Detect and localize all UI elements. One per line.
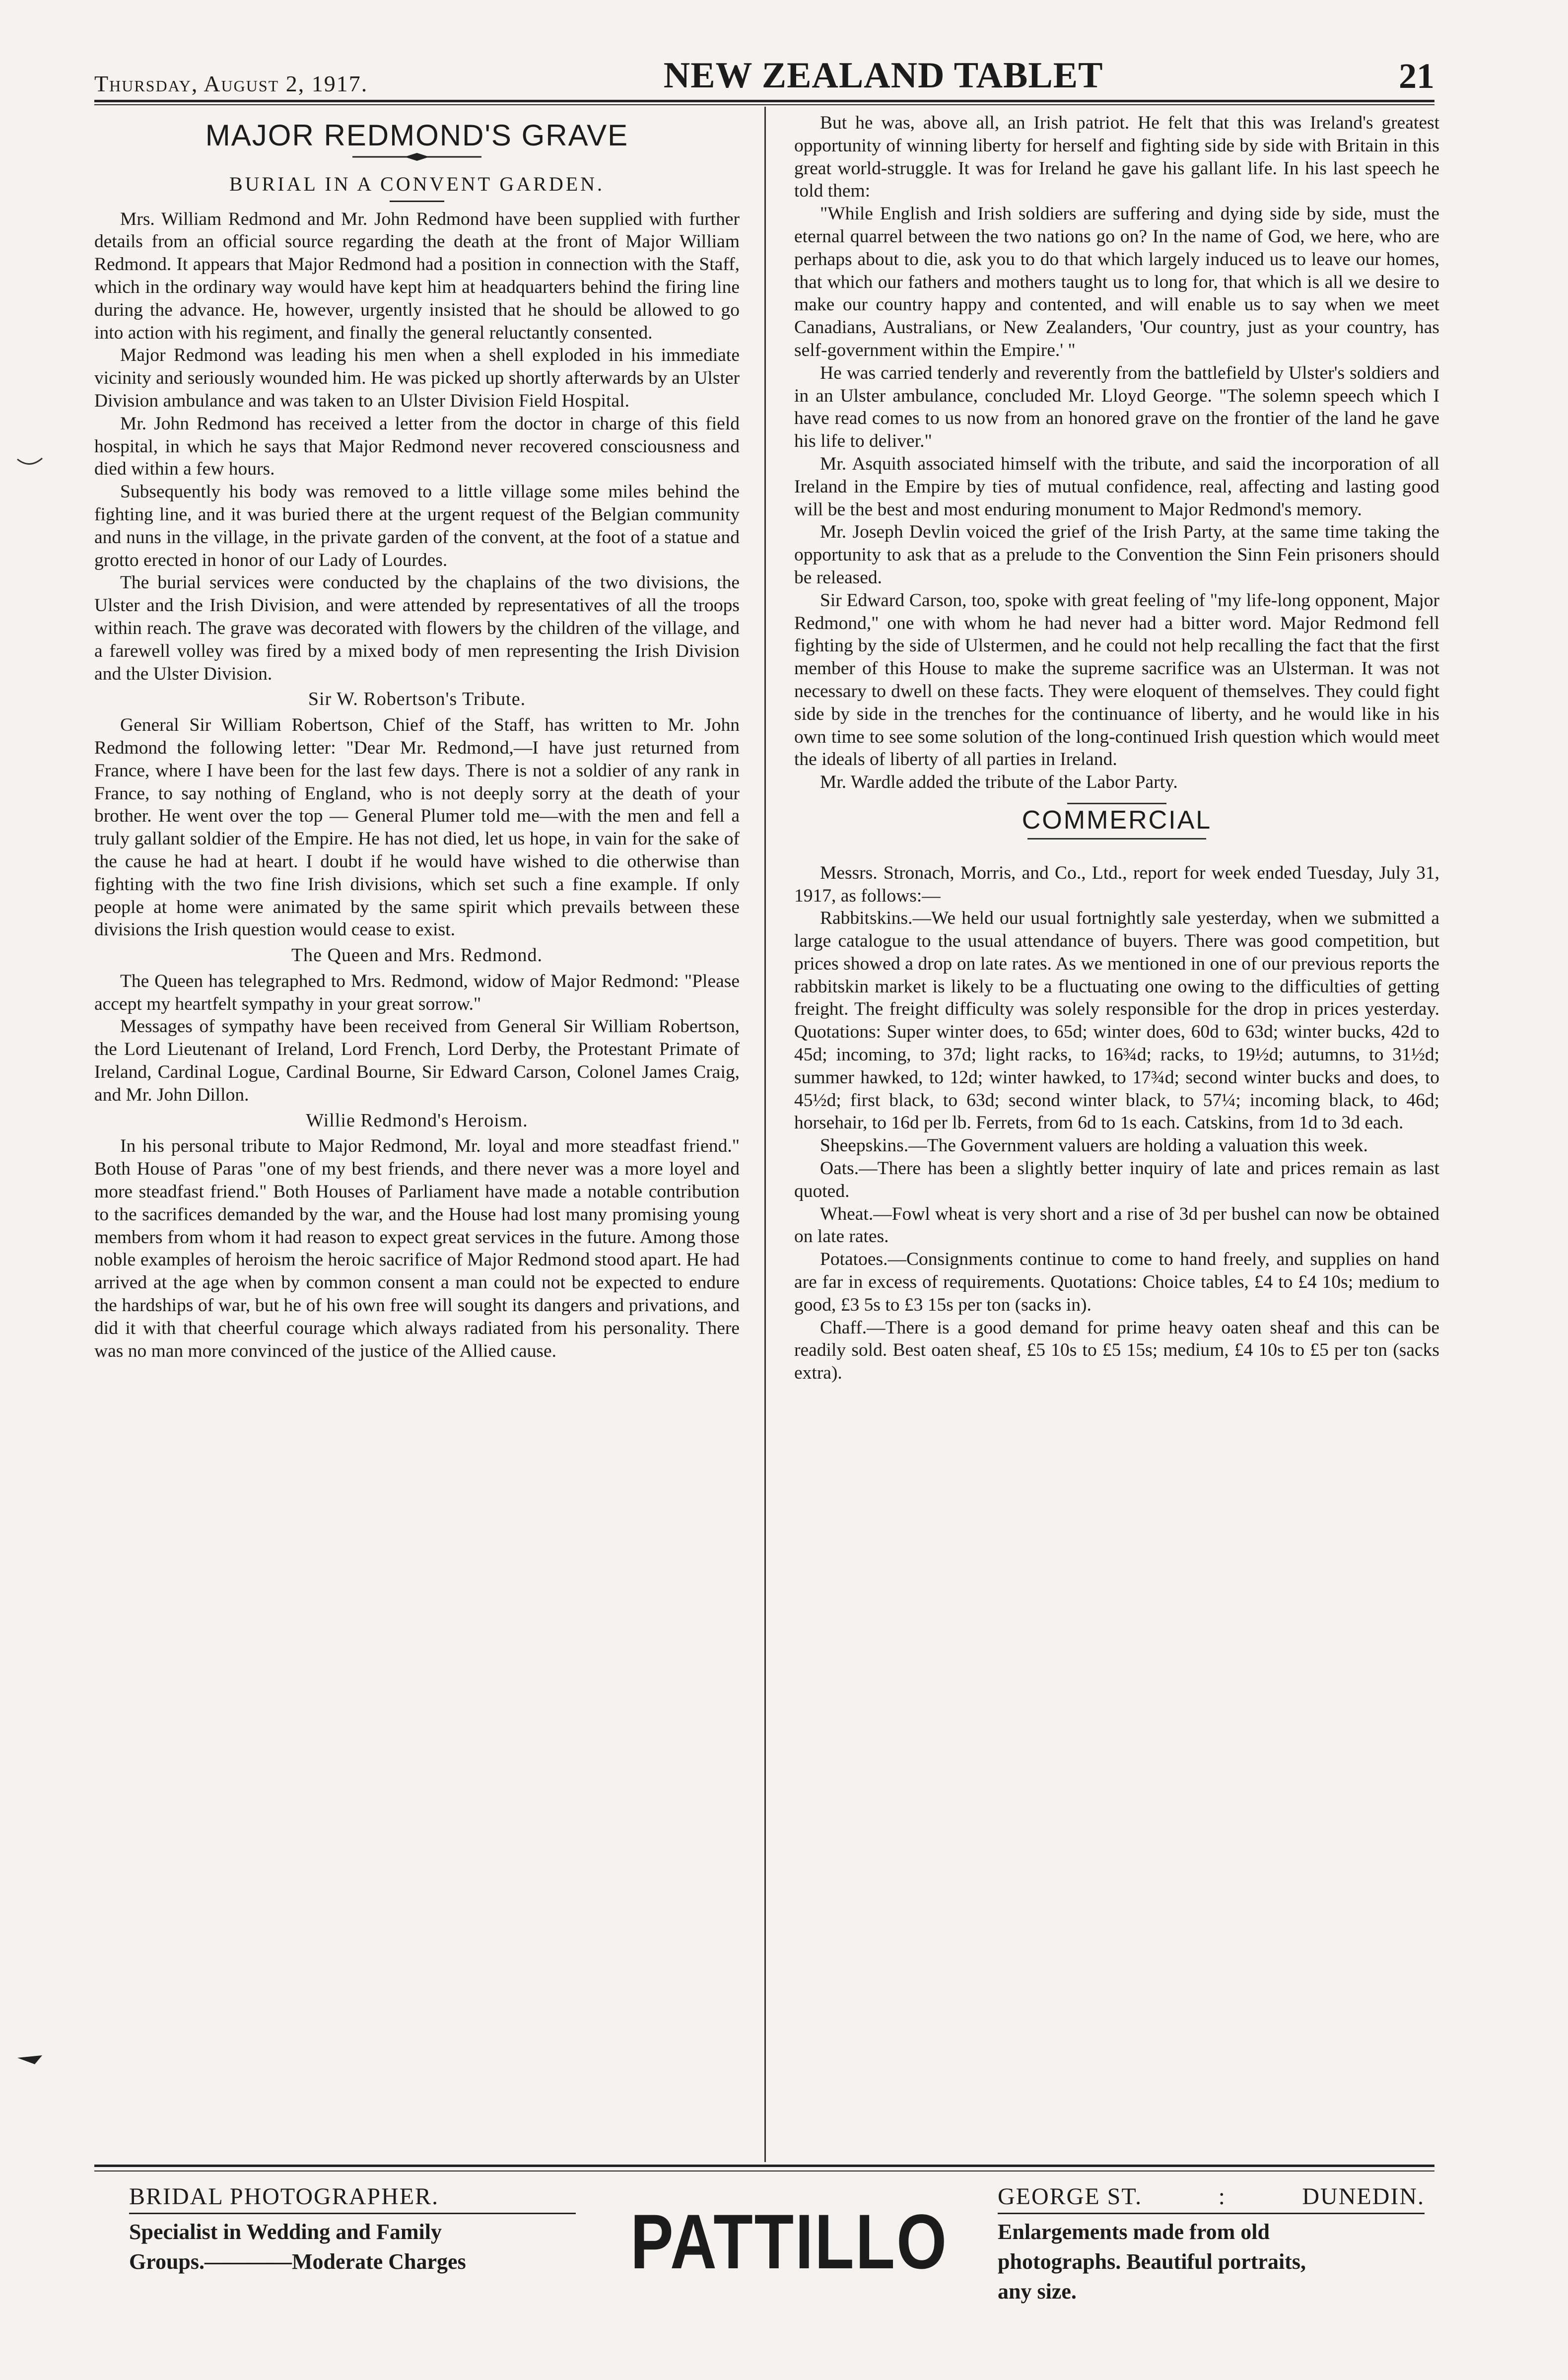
paragraph: Rabbitskins.—We held our usual fortnightly sale yesterday, when we submitted a large catalogue to the usual attendance of buyers. There was good competition, but prices showed a drop on late rates. As we mentioned in one of our previous reports the rabbitskin market is likely to be a fluctuating one owing to the difficulties of getting freight. The freight difficulty was solely responsible for the drop in prices yesterday. Quotations: Super winter does, to 65d; winter does, 60d to 63d; winter bucks, 42d to 45d; incoming, to 37d; light racks, to 16¾d; racks, to 19½d; autumns, to 31½d; summer hawked, to 12d; winter hawked, to 17¾d; second winter bucks and does, to 45½d; first black, to 63d; second winter black, to 57¼; incoming black, to 46d; horsehair, to 16d per lb. Ferrets, from 6d to 1s each. Catskins, from 1d to 3d each. xyxy=(794,908,1439,1133)
paragraph: Wheat.—Fowl wheat is very short and a rise of 3d per bushel can now be obtained on late rates. xyxy=(794,1203,1439,1247)
paragraph: Major Redmond was leading his men when a shell exploded in his immediate vicinity and seriously wounded him. He was picked up shortly afterwards by an Ulster Division ambulance and was taken to an Ulster Division Field Hospital. xyxy=(94,345,740,411)
paragraph: Oats.—There has been a slightly better inquiry of late and prices remain as last quoted. xyxy=(794,1158,1439,1201)
paragraph: Subsequently his body was removed to a little village some miles behind the fighting line, and it was buried there at the urgent request of the Belgian community and nuns in the village, in the private garden of the convent, at the foot of a statue and grotto erected in honor of our Lady of Lourdes. xyxy=(94,482,740,570)
divider xyxy=(390,201,444,202)
paragraph: Sheepskins.—The Government valuers are holding a valuation this week. xyxy=(820,1135,1368,1156)
ad-text: photographs. Beautiful portraits, xyxy=(998,2249,1306,2274)
ad-city: DUNEDIN. xyxy=(1302,2183,1425,2210)
issue-date: Thursday, August 2, 1917. xyxy=(94,71,368,96)
ad-street: GEORGE ST. xyxy=(998,2183,1143,2210)
paragraph: The Queen has telegraphed to Mrs. Redmond, widow of Major Redmond: "Please accept my heartfelt sympathy in your great sorrow." xyxy=(94,971,740,1014)
margin-mark-icon xyxy=(15,454,45,469)
ad-address xyxy=(998,2182,1425,2212)
ornament-icon xyxy=(352,152,481,162)
left-column xyxy=(94,112,740,1362)
margin-mark-icon xyxy=(15,2050,50,2070)
section-subhead: Sir W. Robertson's Tribute. xyxy=(308,689,526,710)
paragraph: Messrs. Stronach, Morris, and Co., Ltd., report for week ended Tuesday, July 31, 1917, as follows:— xyxy=(794,862,1439,906)
paragraph: Mr. Wardle added the tribute of the Labor Party. xyxy=(820,772,1178,793)
ad-text: Specialist in Wedding and Family xyxy=(129,2220,442,2244)
column-divider xyxy=(764,107,766,2162)
paragraph: General Sir William Robertson, Chief of the Staff, has written to Mr. John Redmond the following letter: "Dear Mr. Redmond,—I have just returned from France, where I have been for the last few days. There is not a soldier of any rank in France, to say nothing of England, who is not deeply sorry at the death of your brother. He went over the top — General Plumer told me—with the men and fell a truly gallant soldier of the Empire. He has not died, let us hope, in vain for the sake of the cause he had at heart. I doubt if he would have wished to die otherwise than fighting with the two fine Irish divisions, which set such a fine example. If only people at home were animated by the same spirit which prevails between these divisions the Irish question would cease to exist. xyxy=(94,715,740,940)
paragraph: Messages of sympathy have been received from General Sir William Robertson, the Lord Lieutenant of Ireland, Lord French, Lord Derby, the Protestant Primate of Ireland, Cardinal Logue, Cardinal Bourne, Sir Edward Carson, Colonel James Craig, and Mr. John Dillon. xyxy=(94,1016,740,1105)
paragraph: He was carried tenderly and reverently from the battlefield by Ulster's soldiers and in an Ulster ambulance, concluded Mr. Lloyd George. "The solemn speech which I have read comes to us now from an honored grave on the frontier of the land he gave his life to deliver." xyxy=(794,362,1439,452)
paragraph: Mr. Asquith associated himself with the tribute, and said the incorporation of all Ireland in the Empire by ties of mutual confidence, real, affecting and lasting good will be the best and most enduring monument to Major Redmond's memory. xyxy=(794,453,1439,520)
header-rule xyxy=(94,104,1434,105)
paragraph: Mrs. William Redmond and Mr. John Redmond have been supplied with further details from an official source regarding the death at the front of Major William Redmond. It appears that Major Redmond had a position in connection with the Staff, which in the ordinary way would have kept him at headquarters behind the firing line during the advance. He, however, urgently insisted that he should be allowed to go into action with his regiment, and finally the general reluctantly consented. xyxy=(94,209,740,343)
footer-rule xyxy=(94,2170,1434,2171)
paragraph: The burial services were conducted by the chaplains of the two divisions, the Ulster and the Irish Division, and were attended by representatives of all the troops within reach. The grave was decorated with flowers by the children of the village, and a farewell volley was fired by a mixed body of men representing the Irish Division and the Ulster Division. xyxy=(94,572,740,684)
section-divider xyxy=(1067,803,1166,804)
section-title-commercial: COMMERCIAL xyxy=(1022,805,1212,835)
ad-text: any size. xyxy=(998,2279,1077,2304)
paragraph: Sir Edward Carson, too, spoke with great feeling of "my life-long opponent, Major Redmond," one with whom he had never had a bitter word. Major Redmond fell fighting by the side of Ulstermen, and he could not help recalling the fact that the first member of this House to make the supreme sacrifice was an Ulsterman. It was not necessary to dwell on these facts. They were eloquent of themselves. They could fight side by side in the trenches for the continuance of liberty, and he would like in his own time to see some solution of the long-continued Irish question which would meet the ideals of liberty of all parties in Ireland. xyxy=(794,590,1439,770)
ad-text: Enlargements made from old xyxy=(998,2220,1270,2244)
paragraph: In his personal tribute to Major Redmond, Mr. loyal and more steadfast friend." Both House of Paras "one of my best friends, and there never was a more loyel and more steadfast friend." Both Houses of Parliament have made a notable contribution to the sacrifices demanded by the war, and the House had lost many promising young members from whom it had reason to expect great services in the future. Among those noble examples of heroism the heroic sacrifice of Major Redmond stood apart. He had arrived at the age when by common consent a man could not be expected to endure the hardships of war, but he of his own free will sought its dangers and privations, and did it with that cheerful courage which always radiated from his personality. There was no man more convinced of the justice of the Allied cause. xyxy=(94,1136,740,1361)
quotation: "While English and Irish soldiers are suffering and dying side by side, must the eternal quarrel between the two nations go on? In the name of God, we here, who are perhaps about to die, ask you to do that which largely induced us to leave our homes, that which our fathers and mothers taught us to long for, that which is all we desire to make our country happy and contented, and will enable us to say when we meet Canadians, Australians, or New Zealanders, 'Our country, just as your country, has self-government within the Empire.' " xyxy=(794,204,1439,360)
ad-separator: : xyxy=(1218,2183,1226,2210)
divider xyxy=(129,2213,576,2214)
page-header xyxy=(94,42,1434,102)
page-number: 21 xyxy=(1399,56,1434,96)
advertiser-name: PATTILLO xyxy=(630,2198,949,2285)
advertisement-right xyxy=(998,2182,1425,2307)
paragraph: Mr. Joseph Devlin voiced the grief of the Irish Party, at the same time taking the opportunity to ask that as a prelude to the Convention the Sinn Fein prisoners should be released. xyxy=(794,522,1439,588)
ad-text: Groups.————Moderate Charges xyxy=(129,2249,466,2274)
article-title: MAJOR REDMOND'S GRAVE xyxy=(205,119,629,152)
paragraph: Potatoes.—Consignments continue to come to hand freely, and supplies on hand are far in excess of requirements. Quotations: Choice tables, £4 to £4 10s; medium to good, £3 5s to £3 15s per ton (sacks in). xyxy=(794,1249,1439,1315)
masthead-title: NEW ZEALAND TABLET xyxy=(663,55,1103,96)
paragraph: Mr. John Redmond has received a letter from the doctor in charge of this field hospital, in which he says that Major Redmond never recovered consciousness and died within a few hours. xyxy=(94,413,740,480)
footer-rule xyxy=(94,2165,1434,2167)
paragraph: Chaff.—There is a good demand for prime heavy oaten sheaf and this can be readily sold. Best oaten sheaf, £5 10s to £5 15s; medium, £4 10s to £5 per ton (sacks extra). xyxy=(794,1317,1439,1384)
right-column xyxy=(794,112,1439,1385)
ad-heading: BRIDAL PHOTOGRAPHER. xyxy=(129,2183,439,2210)
divider xyxy=(998,2213,1425,2214)
section-subhead: The Queen and Mrs. Redmond. xyxy=(291,945,543,966)
section-subhead: Willie Redmond's Heroism. xyxy=(306,1110,528,1131)
paragraph: But he was, above all, an Irish patriot. He felt that this was Ireland's greatest opportunity of winning liberty for herself and fighting side by side with Britain in this great world-struggle. It was for Ireland he gave his gallant life. In his last speech he told them: xyxy=(794,113,1439,202)
divider xyxy=(1027,838,1206,840)
advertisement-left xyxy=(129,2182,576,2277)
article-subtitle: BURIAL IN A CONVENT GARDEN. xyxy=(229,172,605,195)
